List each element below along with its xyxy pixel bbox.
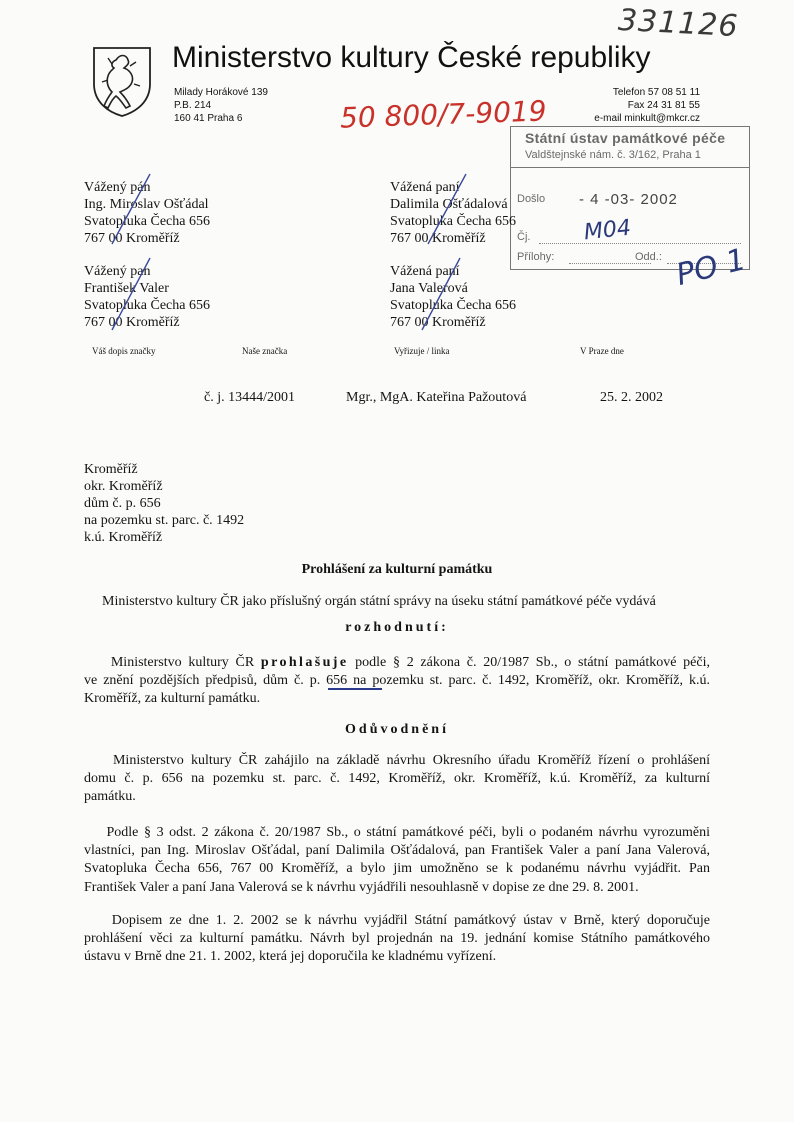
decision-title: rozhodnutí: <box>345 620 449 635</box>
stamp-cj-label: Čj. <box>517 231 531 243</box>
recipient-city: 767 00 Kroměříž <box>84 231 180 246</box>
decision-rest: podle § 2 zákona č. 20/1987 Sb., o státní památkové péči, <box>355 655 711 670</box>
address-line: 160 41 Praha 6 <box>174 113 243 124</box>
recipient-salutation: Vážený pan <box>84 264 151 279</box>
paragraph-text: Podle § 3 odst. 2 zákona č. 20/1987 Sb., o státní památkové péči, byli o podaném návrhu vyrozuměni <box>106 825 711 840</box>
stamp-attachments-label: Přílohy: <box>517 251 555 263</box>
reasoning-paragraph-2 <box>84 824 710 897</box>
address-line: Milady Horákové 139 <box>174 87 268 98</box>
paragraph-line: ústavu v Brně dne 21. 1. 2002, která jej doporučila ke kladnému vyřízení. <box>84 949 497 965</box>
paragraph-line: prohlášení věci za kulturní památku. Návrh byl projednán na 19. jednání komise Státního památkového <box>84 931 710 947</box>
ref-label-handler: Vyřizuje / linka <box>394 346 450 356</box>
email: e-mail minkult@mkcr.cz <box>594 113 700 124</box>
stamp-org: Státní ústav památkové péče <box>525 130 726 146</box>
address-line: P.B. 214 <box>174 100 212 111</box>
handwritten-handling-code: PO 1 <box>672 242 750 293</box>
recipient-street: Svatopluka Čecha 656 <box>390 298 516 313</box>
recipient-street: Svatopluka Čecha 656 <box>390 214 516 229</box>
recipient-name: Jana Valerová <box>390 281 468 296</box>
recipient-city: 767 00 Kroměříž <box>390 315 486 330</box>
handwritten-underline <box>326 686 386 692</box>
ref-label-date: V Praze dne <box>580 346 624 356</box>
phone: Telefon 57 08 51 11 <box>612 87 700 98</box>
recipient-city: 767 00 Kroměříž <box>84 315 180 330</box>
subject-line: dům č. p. 656 <box>84 496 161 511</box>
recipient-street: Svatopluka Čecha 656 <box>84 298 210 313</box>
stamp-address: Valdštejnské nám. č. 3/162, Praha 1 <box>525 149 701 161</box>
paragraph-line <box>84 912 710 930</box>
stamp-received-date: - 4 -03- 2002 <box>579 191 678 208</box>
reasoning-title: Odůvodnění <box>345 722 449 737</box>
paragraph-line <box>84 752 710 770</box>
decision-line-1 <box>84 654 710 672</box>
reasoning-paragraph-3 <box>84 912 710 967</box>
ref-label-our-ref: Naše značka <box>242 346 288 356</box>
recipient-salutation: Vážená paní <box>390 180 460 195</box>
stamp-dept-label: Odd.: <box>635 251 662 263</box>
decision-line-3: Kroměříž, za kulturní památku. <box>84 691 261 707</box>
intro-line: Ministerstvo kultury ČR jako příslušný orgán státní správy na úseku státní památkové péče vydává <box>102 594 656 609</box>
ministry-title: Ministerstvo kultury České republiky <box>172 41 651 74</box>
fax: Fax 24 31 81 55 <box>627 100 700 111</box>
handwritten-archive-number: 331126 <box>617 2 740 45</box>
document-heading: Prohlášení za kulturní památku <box>301 562 493 577</box>
paragraph-line: Svatopluka Čecha 656, 767 00 Kroměříž, a bylo jim umožněno se k podanému návrhu vyjádřit. Pan <box>84 861 710 877</box>
recipient-name: Dalimila Ošťádalová <box>390 197 508 212</box>
ref-date: 25. 2. 2002 <box>600 390 663 405</box>
subject-line: na pozemku st. parc. č. 1492 <box>84 513 245 528</box>
paragraph-line: vlastníci, pan Ing. Miroslav Ošťádal, paní Dalimila Ošťádalová, pan František Valer a paní Jana Valerová, <box>84 843 710 859</box>
ref-label-your-letter: Váš dopis značky <box>92 346 156 356</box>
paragraph-line: domu č. p. 656 na pozemku st. parc. č. 1492, Kroměříž, okr. Kroměříž, k.ú. Kroměříž, za kulturní <box>84 771 710 787</box>
recipient-name: František Valer <box>84 281 169 296</box>
handwritten-strokes <box>0 0 794 340</box>
decision-paragraph <box>84 654 710 709</box>
subject-line: Kroměříž <box>84 462 138 477</box>
handwritten-reference-number: 50 800/7-9019 <box>339 94 548 135</box>
subject-line: okr. Kroměříž <box>84 479 163 494</box>
reasoning-paragraph-1 <box>84 752 710 807</box>
ref-handler: Mgr., MgA. Kateřina Pažoutová <box>346 390 527 405</box>
paragraph-line: František Valer a paní Jana Valerová se k návrhu vyjádřili nesouhlasně v dopise ze dne 29. 8. 2001. <box>84 879 639 895</box>
subject-line: k.ú. Kroměříž <box>84 530 163 545</box>
decision-emphasis: prohlašuje <box>260 655 349 670</box>
decision-start: Ministerstvo kultury ČR <box>110 655 255 670</box>
paragraph-line <box>84 824 710 842</box>
stamp-received-label: Došlo <box>517 193 546 205</box>
recipient-salutation: Vážený pán <box>84 180 151 195</box>
recipient-city: 767 00 Kroměříž <box>390 231 486 246</box>
paragraph-text: Ministerstvo kultury ČR zahájilo na základě návrhu Okresního úřadu Kroměříž řízení o prohlášení <box>112 753 710 768</box>
handwritten-received-code: M04 <box>582 215 633 246</box>
decision-line-2: ve znění pozdějších předpisů, dům č. p. 656 na pozemku st. parc. č. 1492, Kroměříž, okr. Kroměříž, k.ú. <box>84 673 710 689</box>
recipient-street: Svatopluka Čecha 656 <box>84 214 210 229</box>
paragraph-text: Dopisem ze dne 1. 2. 2002 se k návrhu vyjádřil Státní památkový ústav v Brně, který doporučuje <box>111 913 710 928</box>
ref-number: č. j. 13444/2001 <box>204 390 295 405</box>
paragraph-line: památku. <box>84 789 136 805</box>
recipient-name: Ing. Miroslav Ošťádal <box>84 197 209 212</box>
recipient-salutation: Vážená paní <box>390 264 460 279</box>
